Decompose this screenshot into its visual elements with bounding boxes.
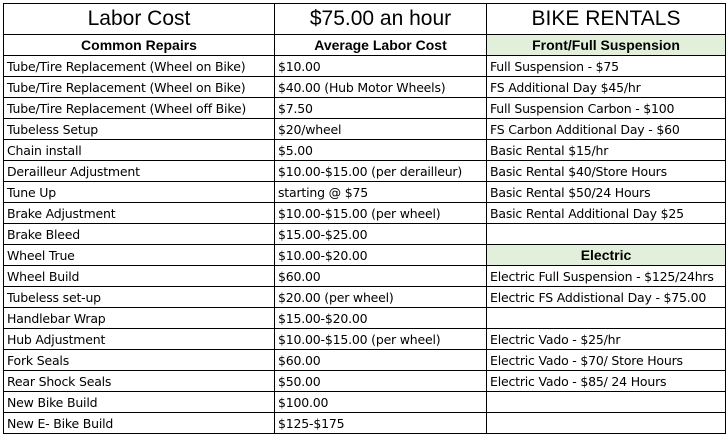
repair-cell[interactable]: Tune Up <box>4 182 275 203</box>
rental-cell[interactable]: Full Suspension - $75 <box>487 56 726 77</box>
rental-cell[interactable]: Basic Rental $40/Store Hours <box>487 161 726 182</box>
table-row <box>4 245 726 266</box>
rental-cell[interactable]: Basic Rental Additional Day $25 <box>487 203 726 224</box>
repair-cell[interactable]: Wheel Build <box>4 266 275 287</box>
rental-cell-empty[interactable] <box>487 413 726 434</box>
repair-cell[interactable]: Fork Seals <box>4 350 275 371</box>
table-row <box>4 266 726 287</box>
table-row <box>4 413 726 434</box>
cost-cell[interactable]: $10.00-$15.00 (per wheel) <box>275 329 487 350</box>
rental-cell[interactable]: Basic Rental $15/hr <box>487 140 726 161</box>
repair-cell[interactable]: Brake Bleed <box>4 224 275 245</box>
header-row <box>4 35 726 56</box>
repair-cell[interactable]: Tube/Tire Replacement (Wheel on Bike) <box>4 56 275 77</box>
rental-cell-empty[interactable] <box>487 392 726 413</box>
table-row <box>4 56 726 77</box>
electric-header[interactable]: Electric <box>487 245 726 266</box>
repair-cell[interactable]: Tube/Tire Replacement (Wheel on Bike) <box>4 77 275 98</box>
rental-cell[interactable]: FS Carbon Additional Day - $60 <box>487 119 726 140</box>
repair-cell[interactable]: Derailleur Adjustment <box>4 161 275 182</box>
cost-cell[interactable]: $50.00 <box>275 371 487 392</box>
cost-cell[interactable]: $10.00 <box>275 56 487 77</box>
repair-cell[interactable]: Hub Adjustment <box>4 329 275 350</box>
title-row <box>4 4 726 35</box>
cost-cell[interactable]: $15.00-$20.00 <box>275 308 487 329</box>
table-row <box>4 329 726 350</box>
rental-cell[interactable]: Electric FS Addistional Day - $75.00 <box>487 287 726 308</box>
cost-cell[interactable]: $15.00-$25.00 <box>275 224 487 245</box>
rental-cell[interactable]: FS Additional Day $45/hr <box>487 77 726 98</box>
cost-cell[interactable]: $125-$175 <box>275 413 487 434</box>
table-row <box>4 392 726 413</box>
average-labor-cost-header[interactable]: Average Labor Cost <box>275 35 487 56</box>
cost-cell[interactable]: $60.00 <box>275 350 487 371</box>
table-row <box>4 161 726 182</box>
rental-cell-empty[interactable] <box>487 224 726 245</box>
cost-cell[interactable]: $5.00 <box>275 140 487 161</box>
hourly-rate-title[interactable]: $75.00 an hour <box>275 4 487 35</box>
cost-cell[interactable]: starting @ $75 <box>275 182 487 203</box>
repair-cell[interactable]: Tubeless set-up <box>4 287 275 308</box>
rental-cell[interactable]: Electric Vado - $70/ Store Hours <box>487 350 726 371</box>
cost-cell[interactable]: $10.00-$15.00 (per derailleur) <box>275 161 487 182</box>
front-full-suspension-header[interactable]: Front/Full Suspension <box>487 35 726 56</box>
rental-cell[interactable] <box>487 308 726 329</box>
rental-cell[interactable]: Electric Full Suspension - $125/24hrs <box>487 266 726 287</box>
rental-cell[interactable]: Basic Rental $50/24 Hours <box>487 182 726 203</box>
table-row <box>4 371 726 392</box>
cost-cell[interactable]: $7.50 <box>275 98 487 119</box>
table-row <box>4 224 726 245</box>
cost-cell[interactable]: $20.00 (per wheel) <box>275 287 487 308</box>
table-row <box>4 182 726 203</box>
repair-cell[interactable]: Chain install <box>4 140 275 161</box>
repair-cell[interactable]: Rear Shock Seals <box>4 371 275 392</box>
rental-cell[interactable]: Electric Vado - $85/ 24 Hours <box>487 371 726 392</box>
table-row <box>4 98 726 119</box>
cost-cell[interactable]: $40.00 (Hub Motor Wheels) <box>275 77 487 98</box>
table-row <box>4 287 726 308</box>
common-repairs-header[interactable]: Common Repairs <box>4 35 275 56</box>
cost-cell[interactable]: $20/wheel <box>275 119 487 140</box>
table-row <box>4 140 726 161</box>
cost-cell[interactable]: $10.00-$20.00 <box>275 245 487 266</box>
labor-cost-title[interactable]: Labor Cost <box>4 4 275 35</box>
repair-cell[interactable]: Tubeless Setup <box>4 119 275 140</box>
cost-cell[interactable]: $10.00-$15.00 (per wheel) <box>275 203 487 224</box>
repair-cell[interactable]: New E- Bike Build <box>4 413 275 434</box>
repair-cell[interactable]: Wheel True <box>4 245 275 266</box>
rental-cell[interactable]: Full Suspension Carbon - $100 <box>487 98 726 119</box>
repair-cell[interactable]: New Bike Build <box>4 392 275 413</box>
cost-cell[interactable]: $100.00 <box>275 392 487 413</box>
repair-cell[interactable]: Handlebar Wrap <box>4 308 275 329</box>
table-row <box>4 203 726 224</box>
bike-rentals-title[interactable]: BIKE RENTALS <box>487 4 726 35</box>
table-row <box>4 77 726 98</box>
cost-cell[interactable]: $60.00 <box>275 266 487 287</box>
labor-cost-sheet <box>3 3 726 434</box>
rental-cell[interactable]: Electric Vado - $25/hr <box>487 329 726 350</box>
repair-cell[interactable]: Tube/Tire Replacement (Wheel off Bike) <box>4 98 275 119</box>
table-row <box>4 350 726 371</box>
table-row <box>4 308 726 329</box>
repair-cell[interactable]: Brake Adjustment <box>4 203 275 224</box>
table-row <box>4 119 726 140</box>
